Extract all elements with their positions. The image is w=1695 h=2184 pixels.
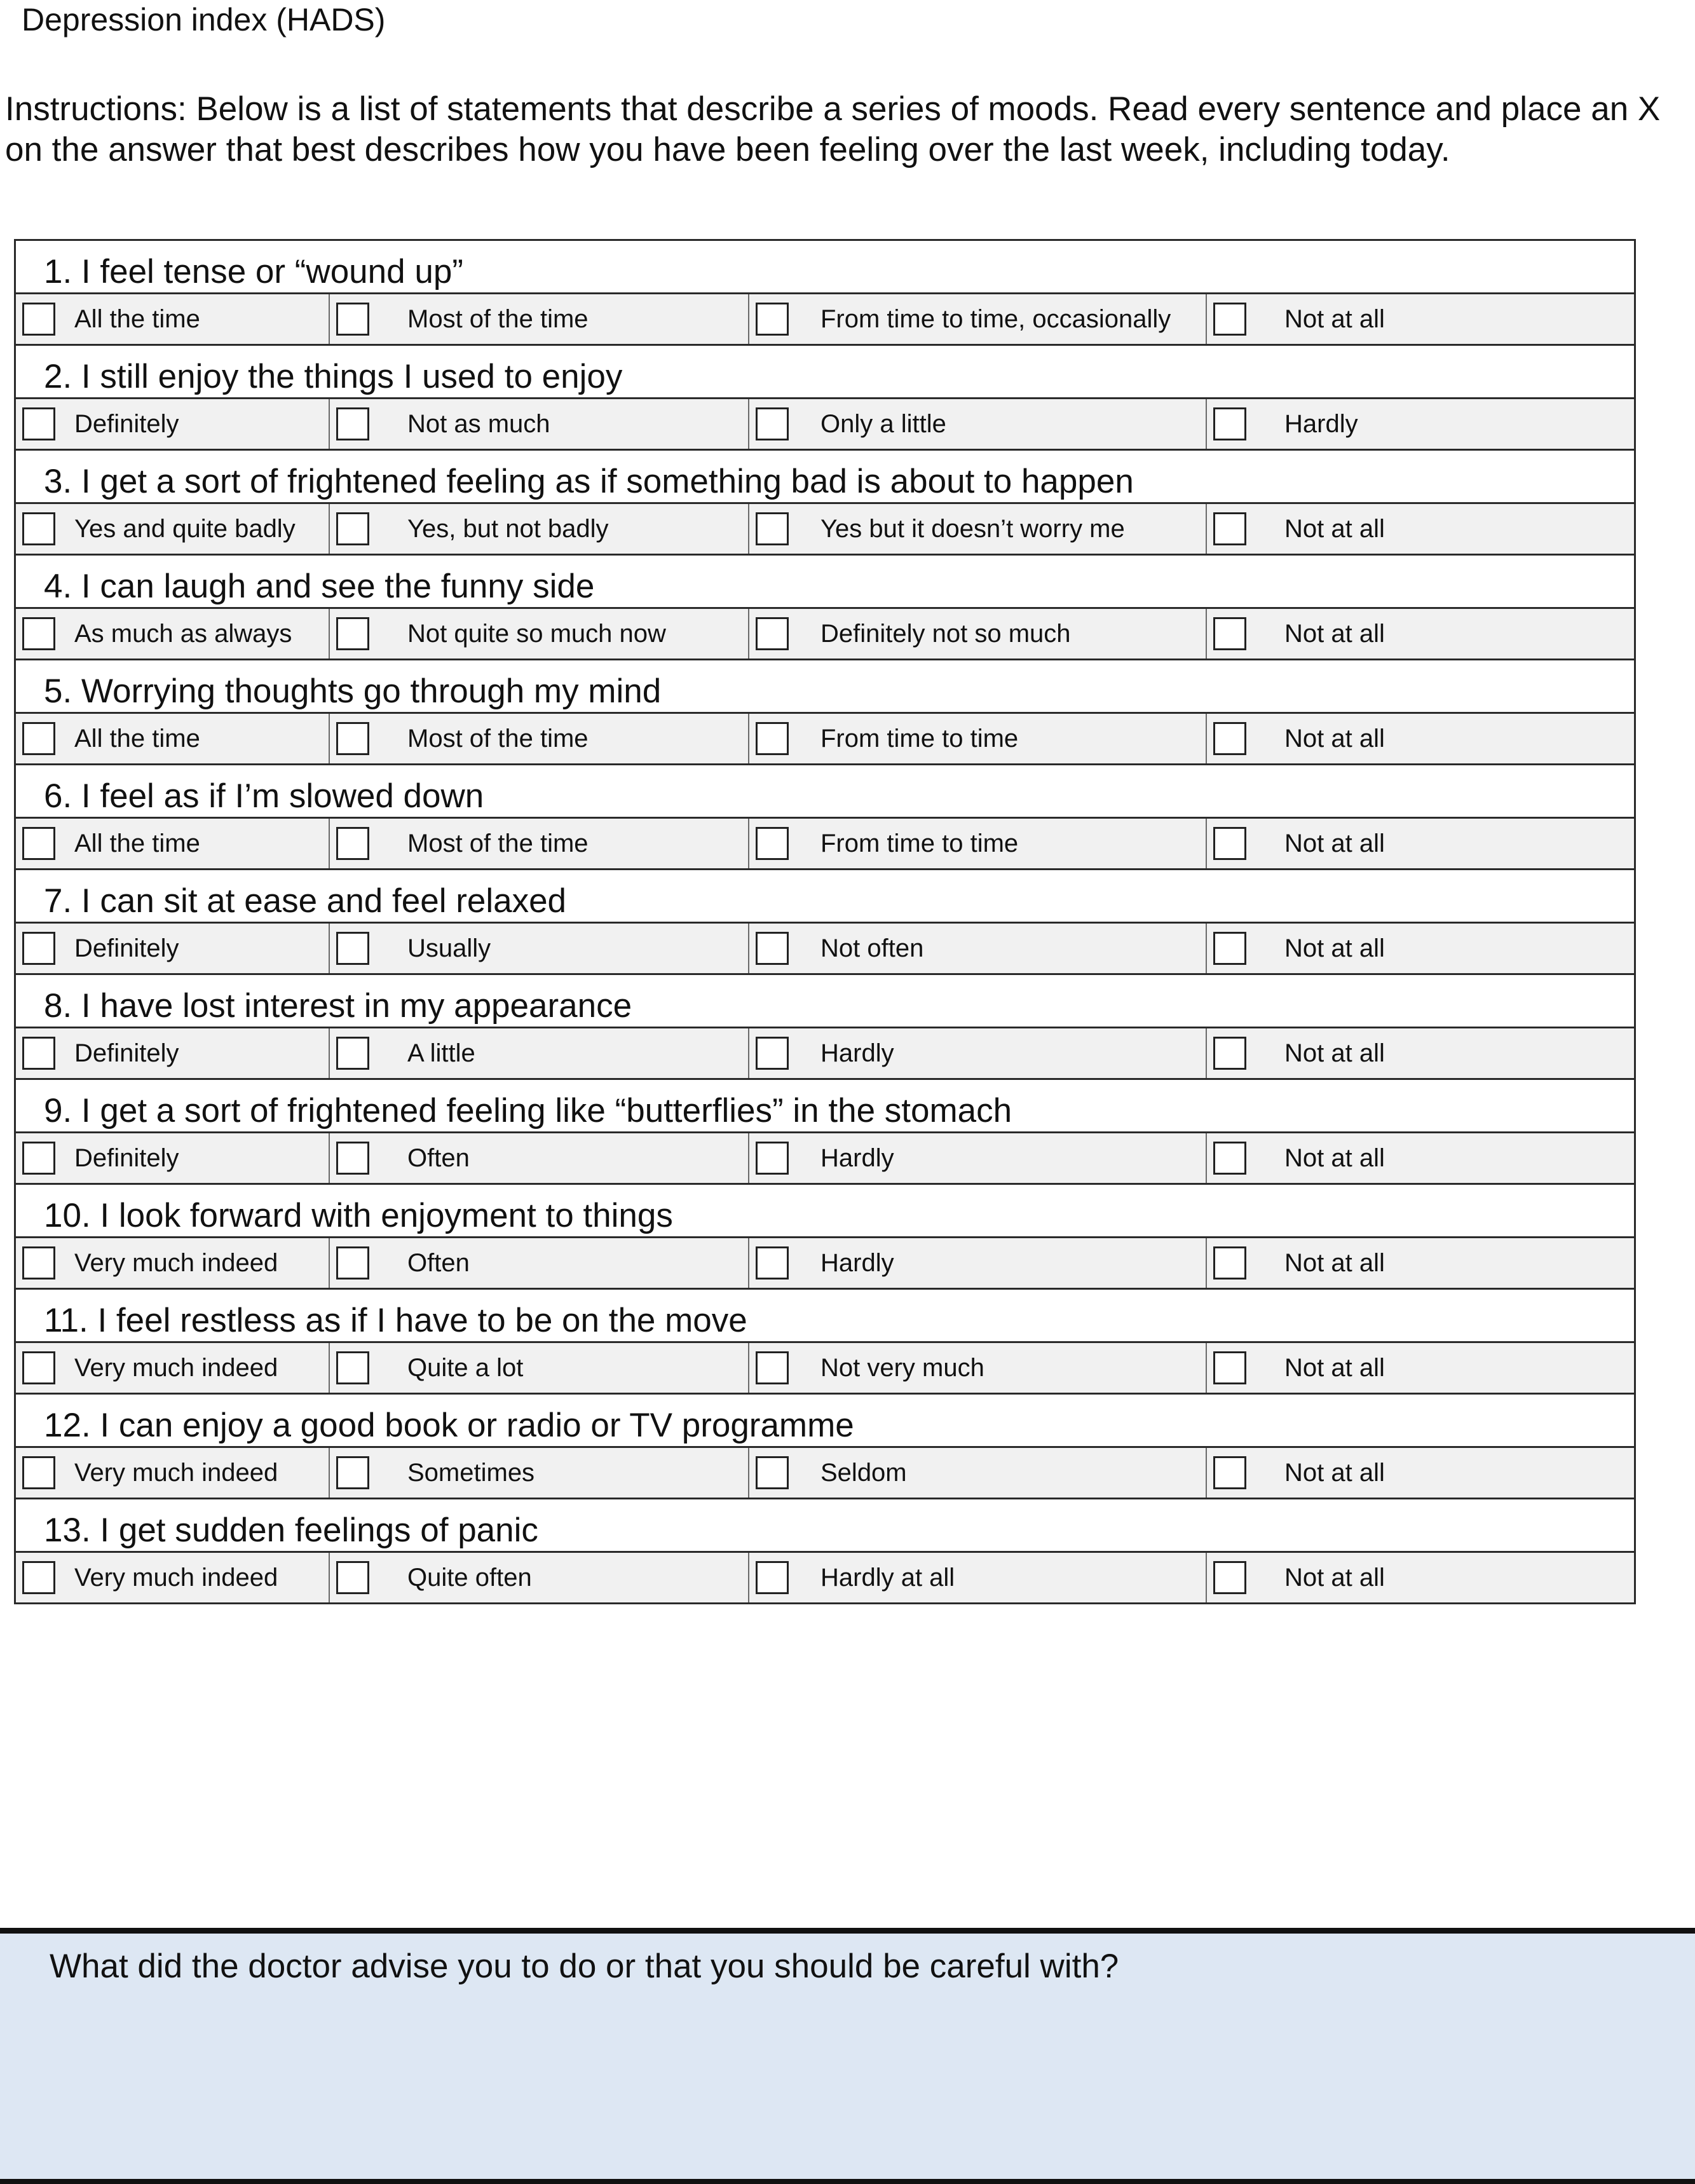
- answer-option-label: Not at all: [1284, 1143, 1385, 1172]
- answer-checkbox[interactable]: [756, 1561, 789, 1594]
- doctor-advice-answer-field[interactable]: [38, 1997, 1655, 2171]
- answer-options-row: [16, 712, 1634, 763]
- answer-option-label: Very much indeed: [74, 1458, 278, 1487]
- answer-option-label: A little: [407, 1039, 475, 1067]
- doctor-advice-question: What did the doctor advise you to do or that you should be careful with?: [50, 1948, 1119, 1985]
- question-8: [16, 973, 1634, 1078]
- question-text: 4. I can laugh and see the funny side: [44, 568, 595, 605]
- answer-checkbox[interactable]: [756, 932, 789, 965]
- answer-option-label: Not at all: [1284, 1458, 1385, 1487]
- answer-checkbox[interactable]: [336, 932, 369, 965]
- answer-checkbox[interactable]: [756, 1246, 789, 1280]
- answer-options-row: [16, 1551, 1634, 1602]
- answer-option[interactable]: [329, 714, 748, 763]
- question-text: 1. I feel tense or “wound up”: [44, 253, 463, 290]
- answer-option-label: Yes but it doesn’t worry me: [820, 514, 1125, 543]
- answer-checkbox[interactable]: [756, 1037, 789, 1070]
- answer-option[interactable]: [748, 294, 1206, 344]
- answer-option-label: Not at all: [1284, 724, 1385, 753]
- answer-option-label: All the time: [74, 829, 200, 857]
- answer-option[interactable]: [329, 1028, 748, 1078]
- answer-option[interactable]: [1206, 924, 1634, 973]
- answer-checkbox[interactable]: [1213, 303, 1246, 336]
- question-text: 12. I can enjoy a good book or radio or TV programme: [44, 1407, 854, 1444]
- answer-option-label: Only a little: [820, 409, 946, 438]
- answer-option-label: Most of the time: [407, 724, 589, 753]
- answer-option-label: From time to time: [820, 829, 1019, 857]
- answer-option[interactable]: [16, 609, 329, 659]
- answer-checkbox[interactable]: [336, 1142, 369, 1175]
- answer-option[interactable]: [16, 1133, 329, 1183]
- answer-option-label: Not at all: [1284, 619, 1385, 648]
- instructions-text: Instructions: Below is a list of statements that describe a series of moods. Read every sentence and place an X on the answer that best describes how you have been feeling over the last week, including today.: [5, 90, 1661, 168]
- answer-checkbox[interactable]: [22, 617, 55, 650]
- answer-option[interactable]: [748, 924, 1206, 973]
- answer-option-label: Not at all: [1284, 934, 1385, 962]
- answer-options-row: [16, 1236, 1634, 1288]
- answer-option-label: All the time: [74, 724, 200, 753]
- answer-option[interactable]: [1206, 609, 1634, 659]
- answer-option[interactable]: [748, 1343, 1206, 1393]
- answer-option[interactable]: [329, 924, 748, 973]
- question-1: [16, 241, 1634, 344]
- answer-options-row: [16, 397, 1634, 449]
- answer-option[interactable]: [1206, 1553, 1634, 1602]
- answer-option[interactable]: [1206, 1238, 1634, 1288]
- answer-option-label: Quite a lot: [407, 1353, 524, 1382]
- answer-checkbox[interactable]: [756, 512, 789, 545]
- answer-checkbox[interactable]: [1213, 722, 1246, 755]
- answer-checkbox[interactable]: [1213, 1037, 1246, 1070]
- answer-option[interactable]: [1206, 1028, 1634, 1078]
- answer-option-label: Not as much: [407, 409, 550, 438]
- answer-option-label: Seldom: [820, 1458, 907, 1487]
- question-4: [16, 554, 1634, 659]
- answer-option[interactable]: [329, 1133, 748, 1183]
- answer-checkbox[interactable]: [1213, 1456, 1246, 1489]
- answer-option-label: Yes and quite badly: [74, 514, 296, 543]
- answer-checkbox[interactable]: [22, 932, 55, 965]
- answer-option-label: Often: [407, 1143, 470, 1172]
- answer-option[interactable]: [748, 819, 1206, 868]
- answer-options-row: [16, 1446, 1634, 1498]
- answer-option-label: Definitely not so much: [820, 619, 1071, 648]
- answer-option-label: Most of the time: [407, 829, 589, 857]
- question-7: [16, 868, 1634, 973]
- answer-checkbox[interactable]: [756, 722, 789, 755]
- answer-checkbox[interactable]: [1213, 1246, 1246, 1280]
- question-10: [16, 1183, 1634, 1288]
- answer-checkbox[interactable]: [1213, 827, 1246, 860]
- answer-checkbox[interactable]: [336, 1246, 369, 1280]
- question-3: [16, 449, 1634, 554]
- answer-option-label: Hardly: [1284, 409, 1358, 438]
- answer-option[interactable]: [748, 1553, 1206, 1602]
- answer-option-label: Not at all: [1284, 304, 1385, 333]
- answer-checkbox[interactable]: [1213, 617, 1246, 650]
- answer-checkbox[interactable]: [1213, 932, 1246, 965]
- answer-checkbox[interactable]: [756, 617, 789, 650]
- question-13: [16, 1498, 1634, 1602]
- answer-option-label: Hardly: [820, 1143, 894, 1172]
- answer-options-row: [16, 817, 1634, 868]
- answer-option[interactable]: [1206, 1343, 1634, 1393]
- answer-options-row: [16, 607, 1634, 659]
- answer-checkbox[interactable]: [756, 1142, 789, 1175]
- answer-option[interactable]: [748, 399, 1206, 449]
- answer-option-label: From time to time: [820, 724, 1019, 753]
- answer-checkbox[interactable]: [22, 1456, 55, 1489]
- question-text: 11. I feel restless as if I have to be on the move: [44, 1302, 747, 1339]
- answer-option-label: As much as always: [74, 619, 292, 648]
- answer-checkbox[interactable]: [22, 407, 55, 440]
- answer-option[interactable]: [16, 819, 329, 868]
- answer-option-label: Not at all: [1284, 514, 1385, 543]
- answer-option[interactable]: [1206, 819, 1634, 868]
- answer-checkbox[interactable]: [22, 1561, 55, 1594]
- answer-option[interactable]: [748, 504, 1206, 554]
- answer-option[interactable]: [748, 1448, 1206, 1498]
- page-title: Depression index (HADS): [22, 2, 386, 38]
- answer-option[interactable]: [748, 1238, 1206, 1288]
- question-6: [16, 763, 1634, 868]
- answer-checkbox[interactable]: [1213, 512, 1246, 545]
- answer-checkbox[interactable]: [22, 512, 55, 545]
- answer-option[interactable]: [329, 1448, 748, 1498]
- question-text: 13. I get sudden feelings of panic: [44, 1512, 538, 1549]
- answer-checkbox[interactable]: [756, 303, 789, 336]
- answer-option[interactable]: [329, 1238, 748, 1288]
- answer-option-label: Not at all: [1284, 1248, 1385, 1277]
- answer-option[interactable]: [16, 1238, 329, 1288]
- answer-checkbox[interactable]: [336, 1561, 369, 1594]
- answer-checkbox[interactable]: [336, 407, 369, 440]
- answer-option[interactable]: [16, 1448, 329, 1498]
- answer-checkbox[interactable]: [22, 303, 55, 336]
- question-text: 10. I look forward with enjoyment to things: [44, 1197, 673, 1234]
- answer-option[interactable]: [16, 714, 329, 763]
- answer-options-row: [16, 1131, 1634, 1183]
- answer-checkbox[interactable]: [336, 722, 369, 755]
- answer-option[interactable]: [1206, 1133, 1634, 1183]
- answer-option-label: From time to time, occasionally: [820, 304, 1171, 333]
- answer-option-label: Very much indeed: [74, 1353, 278, 1382]
- answer-option[interactable]: [1206, 399, 1634, 449]
- answer-option-label: Hardly: [820, 1248, 894, 1277]
- bottom-rule: [0, 2179, 1695, 2184]
- answer-checkbox[interactable]: [336, 512, 369, 545]
- answer-option[interactable]: [329, 399, 748, 449]
- answer-options-row: [16, 502, 1634, 554]
- answer-checkbox[interactable]: [336, 1351, 369, 1384]
- answer-options-row: [16, 1027, 1634, 1078]
- answer-option-label: Most of the time: [407, 304, 589, 333]
- answer-checkbox[interactable]: [1213, 1142, 1246, 1175]
- answer-option-label: Not at all: [1284, 1039, 1385, 1067]
- question-9: [16, 1078, 1634, 1183]
- answer-option[interactable]: [16, 399, 329, 449]
- answer-option-label: Usually: [407, 934, 491, 962]
- answer-checkbox[interactable]: [336, 827, 369, 860]
- answer-option[interactable]: [16, 1028, 329, 1078]
- answer-option-label: Hardly at all: [820, 1563, 955, 1592]
- answer-option-label: Not very much: [820, 1353, 984, 1382]
- answer-checkbox[interactable]: [22, 722, 55, 755]
- answer-checkbox[interactable]: [756, 1456, 789, 1489]
- answer-option[interactable]: [748, 714, 1206, 763]
- answer-option[interactable]: [329, 1343, 748, 1393]
- answer-checkbox[interactable]: [22, 1142, 55, 1175]
- answer-option-label: Definitely: [74, 1039, 179, 1067]
- question-text: 6. I feel as if I’m slowed down: [44, 777, 484, 815]
- answer-options-row: [16, 1341, 1634, 1393]
- answer-checkbox[interactable]: [22, 1351, 55, 1384]
- answer-option[interactable]: [329, 819, 748, 868]
- answer-checkbox[interactable]: [336, 1037, 369, 1070]
- answer-option-label: Not often: [820, 934, 924, 962]
- doctor-advice-section: [0, 1928, 1695, 2184]
- answer-option[interactable]: [329, 1553, 748, 1602]
- answer-option-label: Sometimes: [407, 1458, 535, 1487]
- answer-checkbox[interactable]: [22, 1246, 55, 1280]
- answer-option-label: Definitely: [74, 409, 179, 438]
- answer-option-label: Not at all: [1284, 1353, 1385, 1382]
- answer-checkbox[interactable]: [756, 827, 789, 860]
- answer-option[interactable]: [16, 1553, 329, 1602]
- answer-option[interactable]: [1206, 294, 1634, 344]
- answer-options-row: [16, 922, 1634, 973]
- answer-option[interactable]: [1206, 1448, 1634, 1498]
- answer-option[interactable]: [748, 1028, 1206, 1078]
- answer-option[interactable]: [329, 609, 748, 659]
- question-text: 2. I still enjoy the things I used to enjoy: [44, 358, 623, 395]
- answer-option[interactable]: [16, 294, 329, 344]
- answer-option[interactable]: [1206, 504, 1634, 554]
- question-text: 7. I can sit at ease and feel relaxed: [44, 882, 567, 920]
- answer-option[interactable]: [1206, 714, 1634, 763]
- answer-option-label: All the time: [74, 304, 200, 333]
- answer-option-label: Not quite so much now: [407, 619, 666, 648]
- answer-option[interactable]: [16, 1343, 329, 1393]
- question-12: [16, 1393, 1634, 1498]
- answer-option[interactable]: [748, 1133, 1206, 1183]
- question-5: [16, 659, 1634, 763]
- question-text: 9. I get a sort of frightened feeling like “butterflies” in the stomach: [44, 1092, 1012, 1130]
- answer-checkbox[interactable]: [756, 1351, 789, 1384]
- answer-option-label: Quite often: [407, 1563, 532, 1592]
- question-text: 5. Worrying thoughts go through my mind: [44, 672, 662, 710]
- answer-checkbox[interactable]: [22, 1037, 55, 1070]
- answer-options-row: [16, 292, 1634, 344]
- answer-checkbox[interactable]: [1213, 1351, 1246, 1384]
- answer-option-label: Not at all: [1284, 1563, 1385, 1592]
- answer-option-label: Very much indeed: [74, 1563, 278, 1592]
- answer-option[interactable]: [16, 924, 329, 973]
- answer-checkbox[interactable]: [336, 617, 369, 650]
- answer-checkbox[interactable]: [336, 1456, 369, 1489]
- answer-checkbox[interactable]: [336, 303, 369, 336]
- answer-option-label: Very much indeed: [74, 1248, 278, 1277]
- answer-option[interactable]: [329, 504, 748, 554]
- question-2: [16, 344, 1634, 449]
- answer-option-label: Yes, but not badly: [407, 514, 609, 543]
- answer-option-label: Definitely: [74, 934, 179, 962]
- question-text: 3. I get a sort of frightened feeling as if something bad is about to happen: [44, 463, 1134, 500]
- answer-checkbox[interactable]: [1213, 1561, 1246, 1594]
- question-text: 8. I have lost interest in my appearance: [44, 987, 632, 1025]
- answer-option[interactable]: [748, 609, 1206, 659]
- answer-option[interactable]: [16, 504, 329, 554]
- answer-option[interactable]: [329, 294, 748, 344]
- question-11: [16, 1288, 1634, 1393]
- answer-option-label: Not at all: [1284, 829, 1385, 857]
- answer-checkbox[interactable]: [756, 407, 789, 440]
- answer-option-label: Often: [407, 1248, 470, 1277]
- questionnaire-table: [14, 239, 1636, 1604]
- answer-checkbox[interactable]: [1213, 407, 1246, 440]
- answer-option-label: Definitely: [74, 1143, 179, 1172]
- answer-checkbox[interactable]: [22, 827, 55, 860]
- answer-option-label: Hardly: [820, 1039, 894, 1067]
